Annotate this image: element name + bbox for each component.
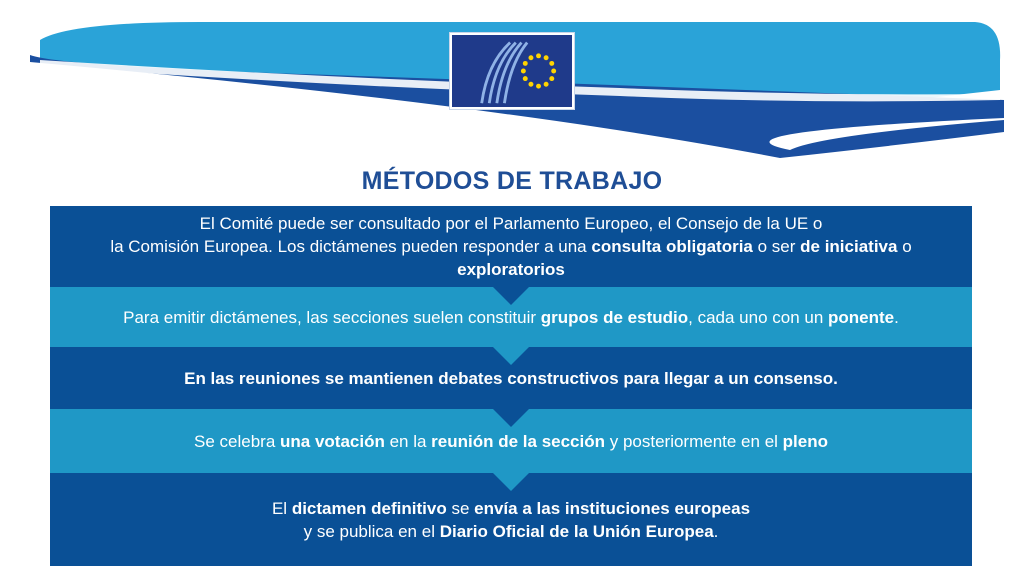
step-2-study-groups: Para emitir dictámenes, las secciones suelen constituir grupos de estudio, cada uno con un ponente. [50,287,972,347]
eesc-logo-icon [452,35,572,107]
step-4-arrow [493,473,529,491]
step-1-line-1: El Comité puede ser consultado por el Parlamento Europeo, el Consejo de la UE o [199,214,823,233]
step-1-consultation: El Comité puede ser consultado por el Parlamento Europeo, el Consejo de la UE o la Comisión Europea. Los dictámenes pueden responder a una consulta obligatoria o ser de iniciativa o exploratorios [50,206,972,287]
step-4-vote: Se celebra una votación en la reunión de la sección y posteriormente en el pleno [50,409,972,473]
step-3-debates: En las reuniones se mantienen debates constructivos para llegar a un consenso. [50,347,972,409]
eesc-logo [450,33,574,109]
step-3-arrow [493,409,529,427]
step-2-arrow [493,347,529,365]
process-flow [50,206,972,566]
page-title: MÉTODOS DE TRABAJO [361,167,663,195]
step-1-arrow [493,287,529,305]
step-5-final-opinion: El dictamen definitivo se envía a las instituciones europeas y se publica en el Diario Oficial de la Unión Europea. [50,473,972,566]
